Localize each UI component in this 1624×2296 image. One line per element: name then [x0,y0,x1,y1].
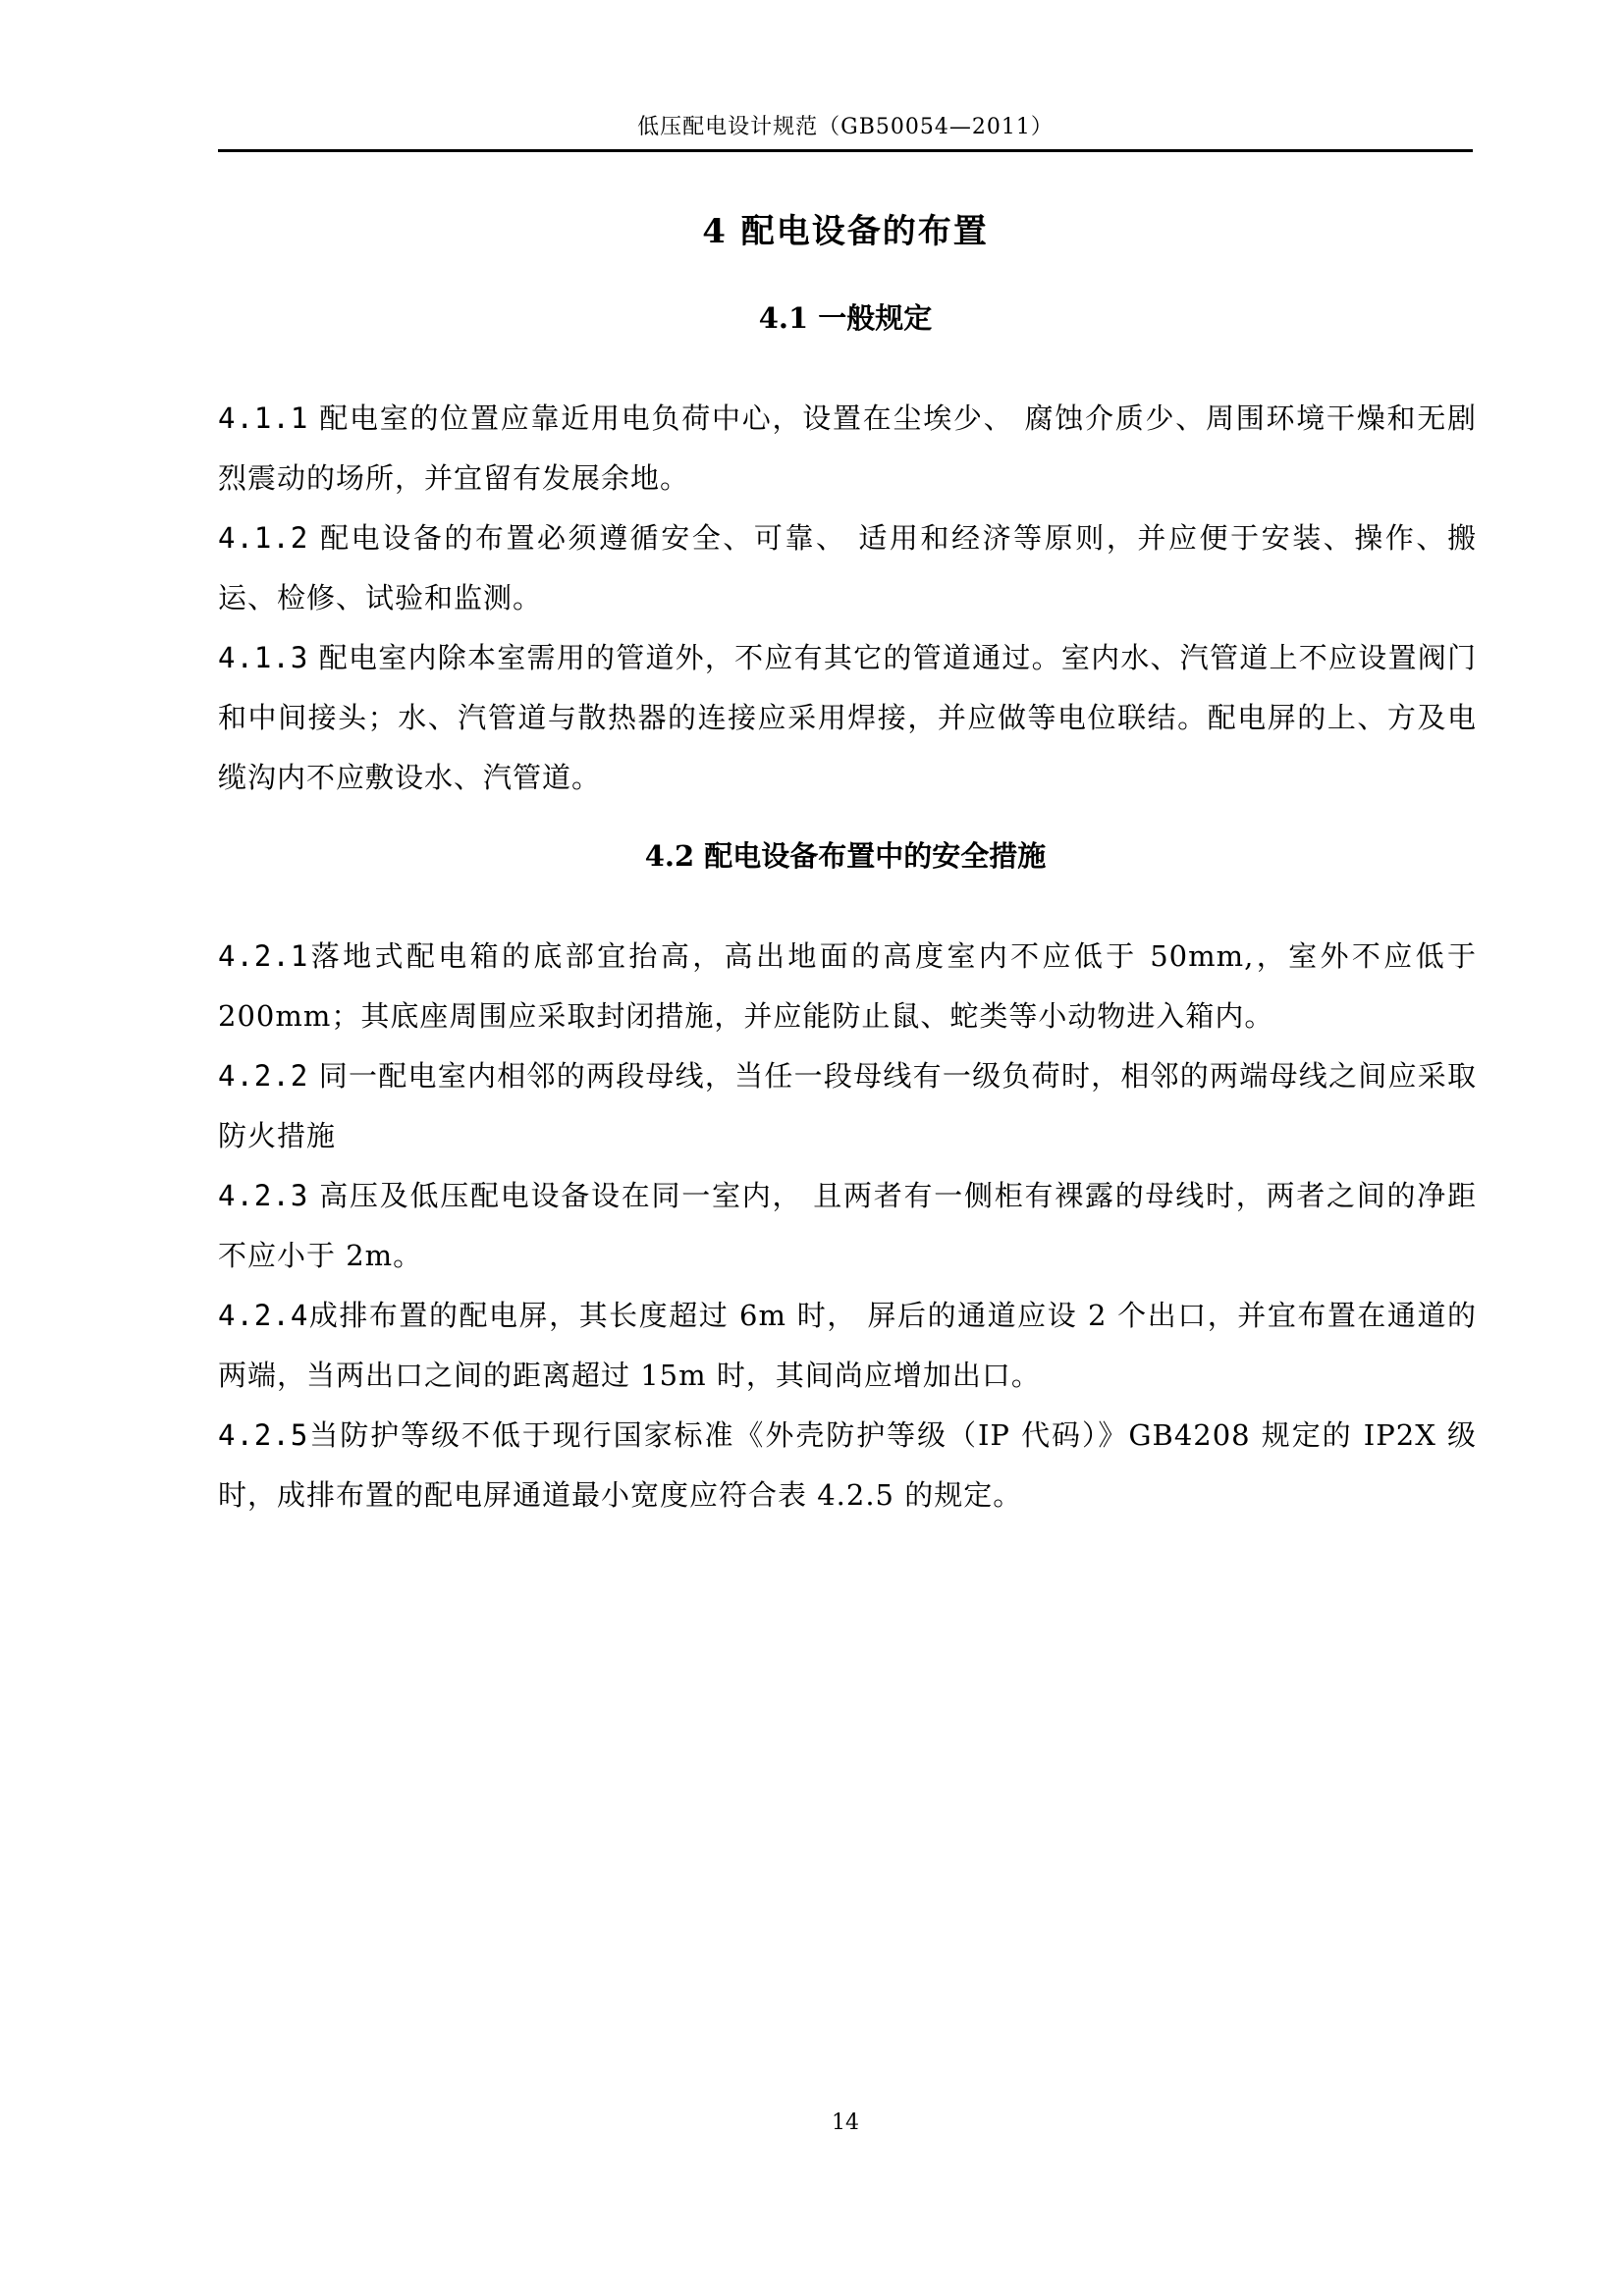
clause-text: 成排布置的配电屏，其长度超过 6m 时， 屏后的通道应设 2 个出口，并宜布置在通道的两端，当两出口之间的距离超过 15m 时，其间尚应增加出口。 [218,1299,1477,1392]
chapter-title: 4 配电设备的布置 [702,212,989,251]
clause-text: 同一配电室内相邻的两段母线，当任一段母线有一级负荷时，相邻的两端母线之间应采取防火措施 [218,1059,1477,1152]
clause-4-1-3 [218,628,1477,808]
clause-number: 4.2.2 [218,1059,309,1093]
clause-text: 高压及低压配电设备设在同一室内， 且两者有一侧柜有裸露的母线时，两者之间的净距不应小于 2m。 [218,1179,1477,1272]
clause-number: 4.1.2 [218,521,309,555]
clause-4-2-3 [218,1166,1477,1286]
clause-4-1-2 [218,508,1477,628]
clause-4-2-1 [218,927,1477,1046]
section-title-4-1: 4.1 一般规定 [758,301,933,335]
clause-text: 配电设备的布置必须遵循安全、可靠、 适用和经济等原则，并应便于安装、操作、搬运、检修、试验和监测。 [218,521,1477,614]
clause-4-1-1 [218,389,1477,508]
clause-text: 配电室的位置应靠近用电负荷中心，设置在尘埃少、 腐蚀介质少、周围环境干燥和无剧烈震动的场所，并宜留有发展余地。 [218,401,1477,495]
clause-number: 4.2.3 [218,1179,309,1212]
clause-number: 4.1.1 [218,401,309,435]
running-header: 低压配电设计规范（GB50054—2011） [637,115,1054,139]
clause-number: 4.1.3 [218,641,309,674]
header-divider [218,149,1473,152]
clause-4-2-5 [218,1406,1477,1525]
clause-text: 当防护等级不低于现行国家标准《外壳防护等级（IP 代码）》GB4208 规定的 IP2X 级时，成排布置的配电屏通道最小宽度应符合表 4.2.5 的规定。 [218,1418,1477,1512]
clause-number: 4.2.5 [218,1418,309,1452]
clause-number: 4.2.4 [218,1299,309,1332]
page-number: 14 [832,2110,859,2135]
clause-4-2-2 [218,1046,1477,1166]
section-4-2-clauses [218,927,1477,1525]
clause-text: 落地式配电箱的底部宜抬高，高出地面的高度室内不应低于 50mm,，室外不应低于 200mm；其底座周围应采取封闭措施，并应能防止鼠、蛇类等小动物进入箱内。 [218,939,1477,1033]
clause-number: 4.2.1 [218,939,309,973]
section-title-4-2: 4.2 配电设备布置中的安全措施 [644,839,1047,873]
clause-4-2-4 [218,1286,1477,1406]
clause-text: 配电室内除本室需用的管道外，不应有其它的管道通过。室内水、汽管道上不应设置阀门和中间接头；水、汽管道与散热器的连接应采用焊接，并应做等电位联结。配电屏的上、方及电缆沟内不应敷设水、汽管道。 [218,641,1477,794]
section-4-1-clauses [218,389,1477,808]
